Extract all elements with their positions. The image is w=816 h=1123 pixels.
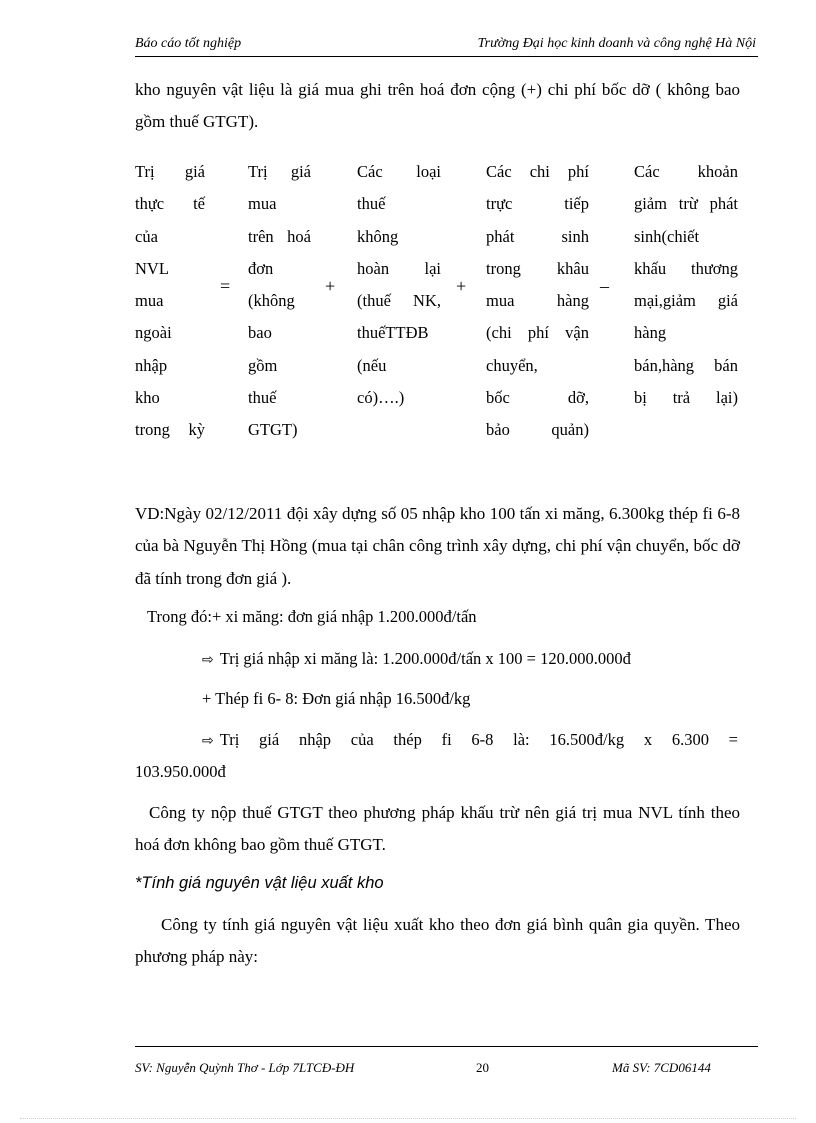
formula-term-line: có)….) [357,388,405,408]
formula-plus-sign: + [456,276,467,296]
formula-term-line: mua [248,194,277,214]
formula-plus-sign: + [325,276,336,296]
formula-term-line: thực tế [135,194,205,214]
formula-term-line: kho [135,388,160,408]
formula-col-deductions [634,156,738,414]
formula-term-line: bốc dỡ, [486,388,589,408]
formula-term-line: hàng [634,323,667,343]
formula-term-line: hoàn lại [357,258,441,278]
cement-value-text: Trị giá nhập xi măng là: 1.200.000đ/tấn x 100 = 120.000.000đ [219,649,631,668]
steel-value-total: 103.950.000đ [135,762,226,781]
formula-term-line: trực tiếp [486,194,589,214]
header-left: Báo cáo tốt nghiệp [135,36,242,51]
formula-term-line: thuế [248,388,277,408]
header-divider [135,56,758,57]
formula-term-line: Các loại [357,162,441,181]
steel-price-line: + Thép fi 6- 8: Đơn giá nhập 16.500đ/kg [202,689,471,708]
formula-term-line: không [357,226,399,246]
formula-col-direct-costs [486,156,589,447]
formula-term-line: thuếTTĐB [357,323,429,343]
formula-term-line: bảo quản) [486,420,589,440]
formula-term-line: mại,giảm giá [634,291,738,311]
formula-term-line: Các chi phí [486,162,589,181]
formula-term-line: (không [248,291,295,311]
steel-value-line [202,730,738,750]
formula-term-line: ngoài [135,323,172,343]
formula-term-line: sinh(chiết [634,226,700,246]
formula-term-line: trong khâu [486,258,589,278]
formula-equals-sign: = [220,276,231,296]
formula-term-line: thuế [357,194,386,214]
formula-term-line: chuyển, [486,355,538,375]
formula-term-line: mua hàng [486,291,589,311]
footer-student: SV: Nguyễn Quỳnh Thơ - Lớp 7LTCĐ-ĐH [135,1060,355,1075]
formula-term-line: của [135,226,158,246]
formula-term-line: (chi phí vận [486,323,589,343]
header-right: Trường Đại học kinh doanh và công nghệ Hà Nội [477,36,756,51]
section-heading: *Tính giá nguyên vật liệu xuất kho [135,874,384,892]
formula-term-line: GTGT) [248,420,298,440]
formula-term-line: đơn [248,258,274,278]
footer-student-id: Mã SV: 7CD06144 [612,1060,711,1075]
footer-divider [135,1046,758,1047]
tax-note-paragraph: Công ty nộp thuế GTGT theo phương pháp khấu trừ nên giá trị mua NVL tính theo hoá đơn không bao gồm thuế GTGT. [135,803,740,855]
steel-value-text: Trị giá nhập của thép fi 6-8 là: 16.500đ/kg x 6.300 = [219,730,738,749]
page-edge-dotted-line [20,1118,796,1119]
formula-term-line: khấu thương [634,258,738,278]
formula-term-line: bao [248,323,272,343]
example-paragraph: VD:Ngày 02/12/2011 đội xây dựng số 05 nhập kho 100 tấn xi măng, 6.300kg thép fi 6-8 của bà Nguyễn Thị Hồng (mua tại chân công trình xây dựng, chi phí vận chuyển, bốc dỡ đã tính trong đơn giá ). [135,504,740,588]
page-number: 20 [476,1060,489,1075]
formula-minus-sign: – [600,276,609,296]
formula-term-line: Trị giá [248,162,311,181]
formula-term-line: (thuế NK, [357,291,441,311]
formula-term-line: mua [135,291,164,311]
formula-term-line: (nếu [357,355,387,375]
hollow-right-arrow-icon: ⇨ [202,733,214,749]
formula-term-line: giảm trừ phát [634,194,738,214]
formula-term-line: phát sinh [486,226,589,246]
formula-col-actual-value [135,156,205,447]
formula-col-taxes [357,156,441,414]
formula-term-line: gồm [248,355,278,375]
formula-term-line: bị trả lại) [634,388,738,408]
method-paragraph: Công ty tính giá nguyên vật liệu xuất kho theo đơn giá bình quân gia quyền. Theo phương pháp này: [135,915,740,967]
hollow-right-arrow-icon: ⇨ [202,652,214,668]
formula-term-line: NVL [135,258,169,278]
cement-price-line: Trong đó:+ xi măng: đơn giá nhập 1.200.000đ/tấn [147,607,477,626]
formula-term-line: bán,hàng bán [634,355,738,375]
formula-term-line: trên hoá [248,226,311,246]
formula-term-line: Trị giá [135,162,205,181]
formula-term-line: trong kỳ [135,420,205,440]
cement-value-line [202,649,631,669]
formula-col-invoice-price [248,156,311,447]
formula-term-line: nhập [135,355,168,375]
intro-paragraph: kho nguyên vật liệu là giá mua ghi trên hoá đơn cộng (+) chi phí bốc dỡ ( không bao gồm thuế GTGT). [135,80,740,132]
formula-term-line: Các khoản [634,162,738,181]
